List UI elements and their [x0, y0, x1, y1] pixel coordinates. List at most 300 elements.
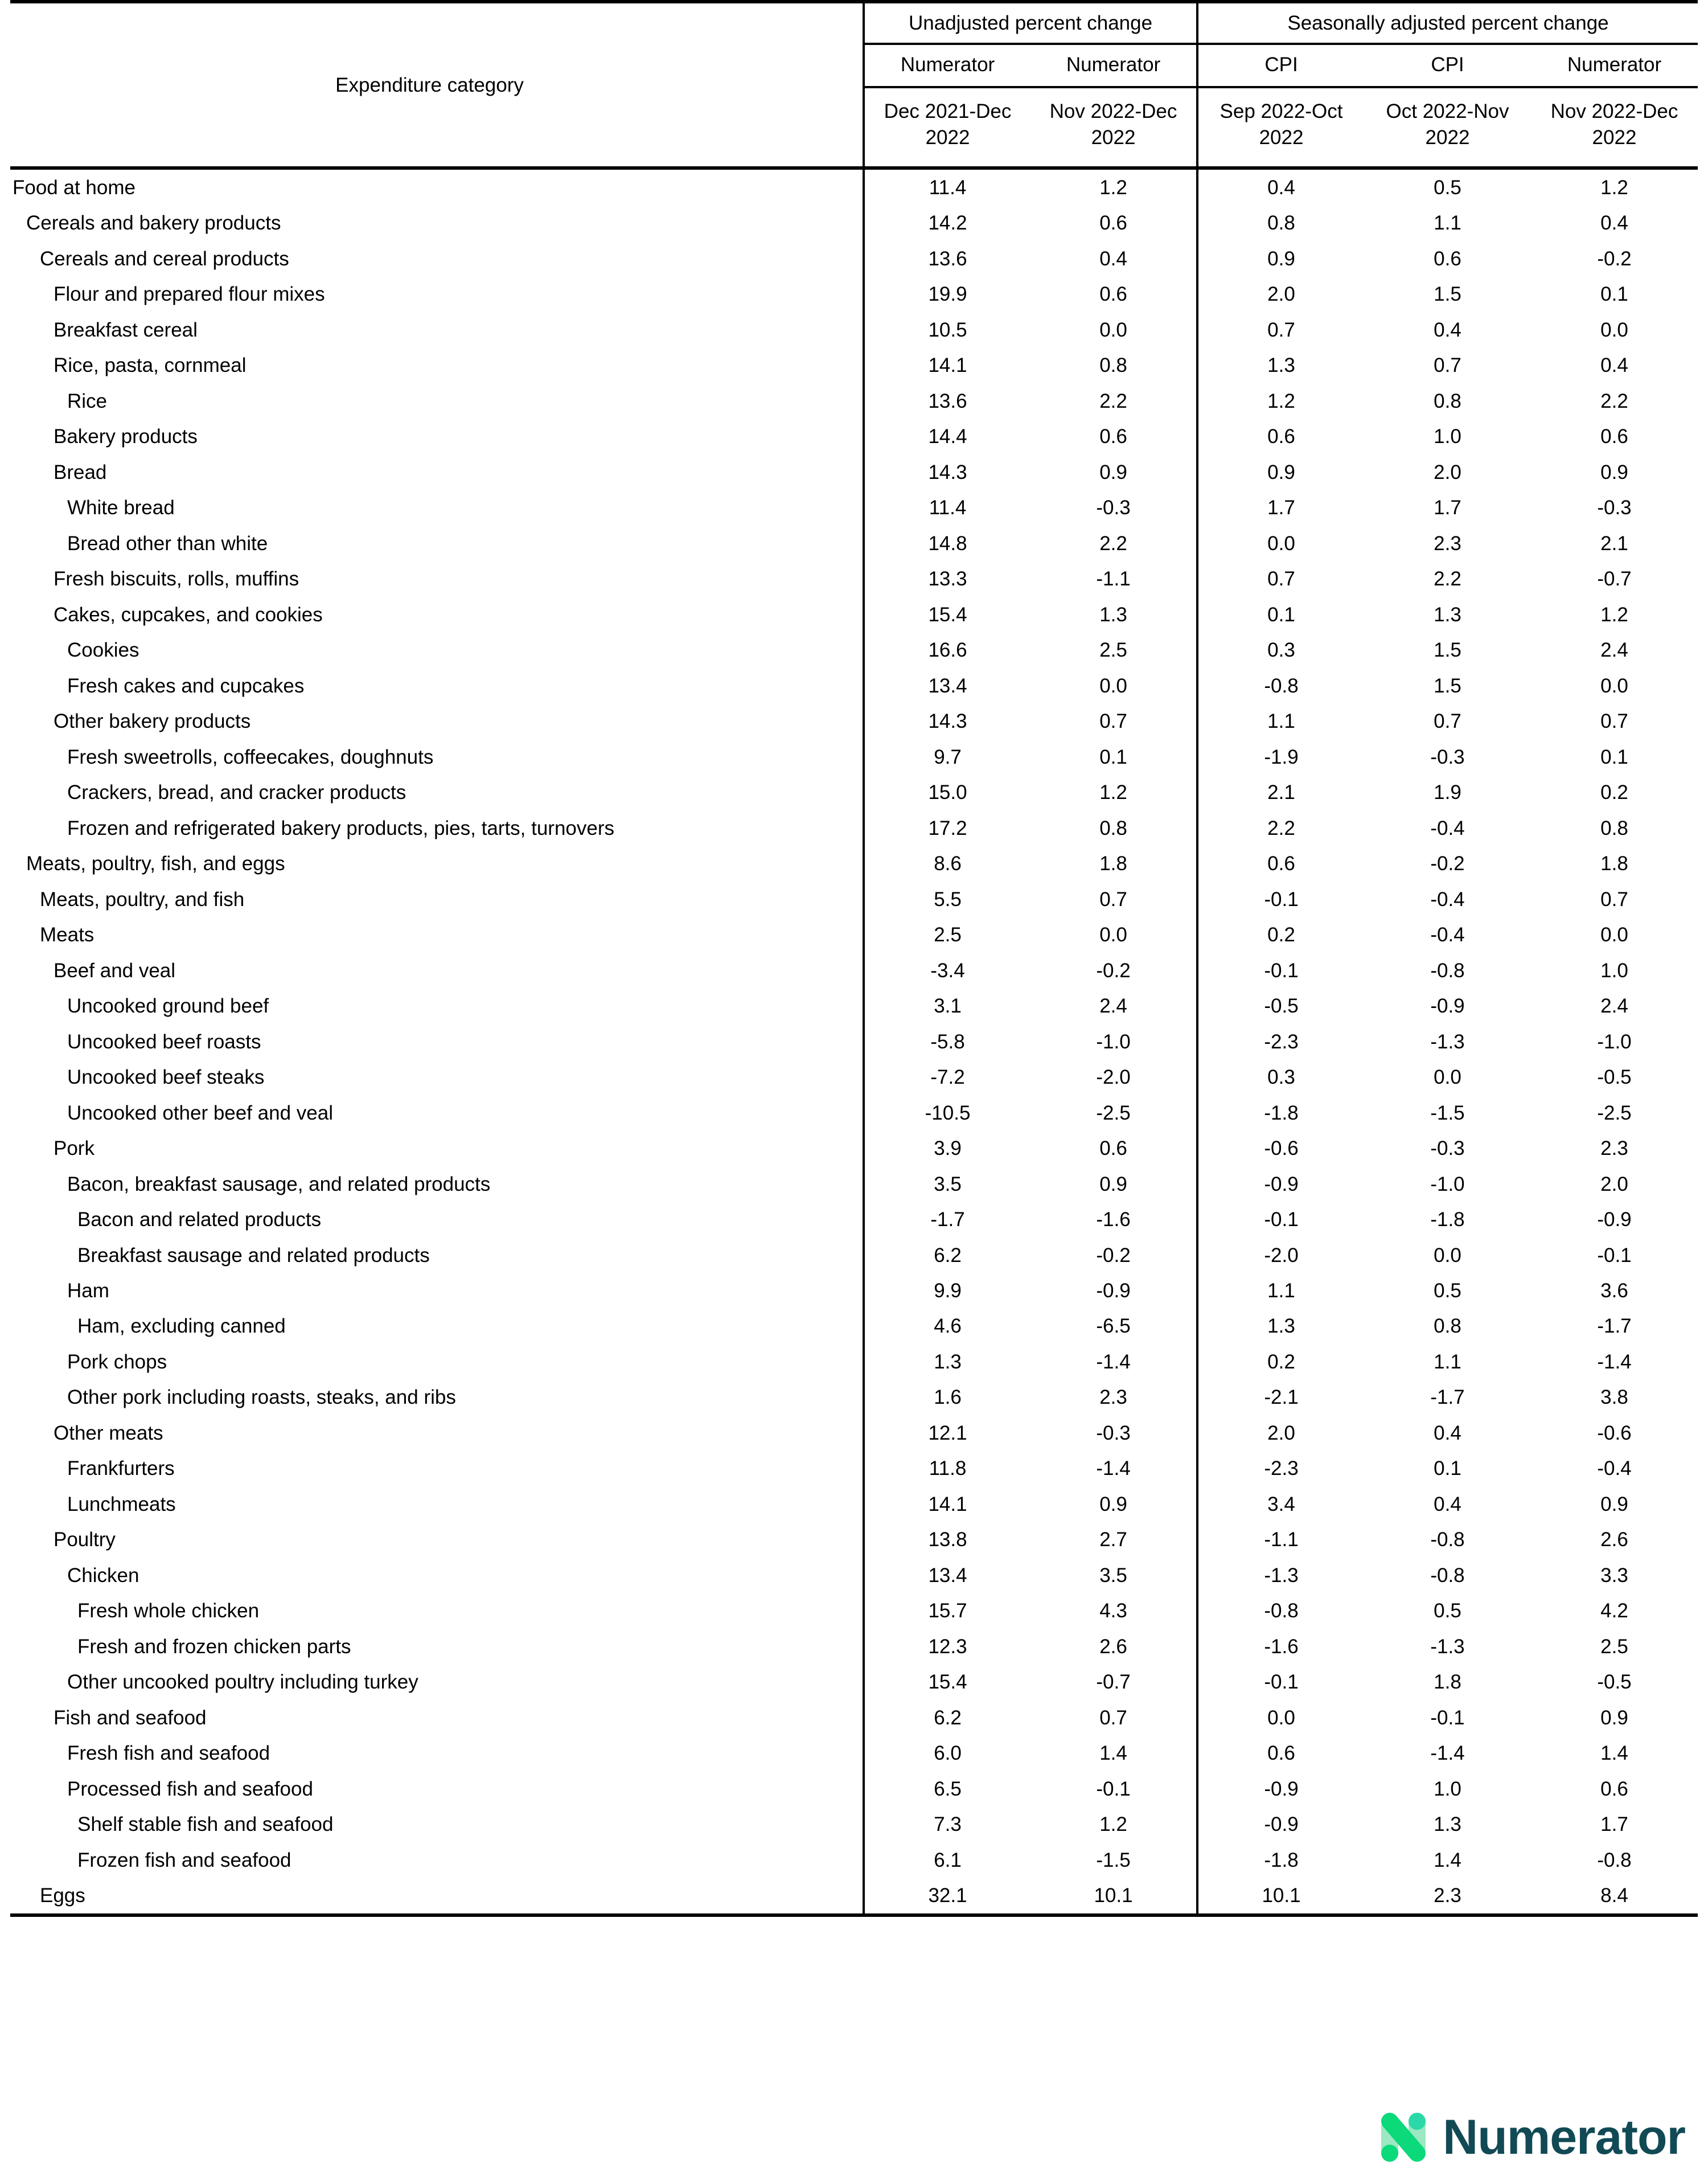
row-value-col-4: 0.7	[1434, 710, 1461, 733]
row-value-col-1: 19.9	[864, 277, 1030, 312]
row-value-col-4: -1.4	[1430, 1742, 1465, 1765]
row-value-col-5: 0.9	[1600, 461, 1628, 483]
row-value-col-1: 13.4	[864, 1558, 1030, 1593]
row-value-col-1: 3.5	[864, 1166, 1030, 1202]
table-row	[10, 1771, 1698, 1806]
row-value-col-2: -2.0	[1096, 1066, 1131, 1089]
table-row	[10, 1736, 1698, 1771]
table-row	[10, 989, 1698, 1024]
row-value-col-4: 2.0	[1434, 461, 1461, 483]
row-value-col-5: -0.2	[1597, 247, 1632, 270]
row-value-col-5: 0.2	[1600, 781, 1628, 804]
row-category-label: Crackers, bread, and cracker products	[67, 781, 407, 804]
row-value-col-5: 0.6	[1600, 425, 1628, 448]
row-category-label: Poultry	[54, 1528, 116, 1551]
row-value-col-4: 2.3	[1364, 1878, 1531, 1915]
row-value-col-2: 0.6	[1099, 1137, 1127, 1160]
table-row	[10, 953, 1698, 988]
row-category-label: Meats, poultry, fish, and eggs	[26, 853, 285, 875]
row-value-col-4: -0.8	[1430, 1528, 1465, 1551]
table-row	[10, 206, 1698, 241]
column-group-unadjusted: Unadjusted percent change	[864, 2, 1197, 44]
row-value-col-1: 3.1	[864, 989, 1030, 1024]
row-value-col-3: 2.0	[1197, 1415, 1364, 1450]
table-row	[10, 1380, 1698, 1415]
row-value-col-4: -0.3	[1430, 1137, 1465, 1160]
row-value-col-2: 0.9	[1099, 1173, 1127, 1195]
row-value-col-3: 0.3	[1197, 633, 1364, 668]
row-value-col-3: 10.1	[1197, 1878, 1364, 1915]
row-value-col-4: -0.2	[1430, 853, 1465, 875]
row-value-col-2: 2.3	[1099, 1386, 1127, 1409]
row-value-col-5: 0.4	[1600, 354, 1628, 377]
row-value-col-4: 0.4	[1434, 1493, 1461, 1515]
row-value-col-4: 1.0	[1434, 425, 1461, 448]
row-value-col-3: -1.8	[1197, 1842, 1364, 1878]
column-source-5: Numerator	[1531, 44, 1698, 87]
row-category-label: Fresh biscuits, rolls, muffins	[54, 568, 299, 591]
row-value-col-5: 3.3	[1600, 1564, 1628, 1587]
row-value-col-3: 2.1	[1197, 775, 1364, 810]
row-category-label: Food at home	[10, 168, 864, 205]
row-value-col-2: -1.5	[1096, 1849, 1131, 1871]
row-value-col-1: 12.3	[864, 1629, 1030, 1664]
row-value-col-2: -2.5	[1096, 1101, 1131, 1124]
row-category-label: Chicken	[67, 1564, 139, 1587]
row-value-col-2: -6.5	[1096, 1315, 1131, 1338]
header-row-groups	[10, 2, 1698, 44]
row-value-col-3: -0.8	[1197, 1593, 1364, 1629]
row-category-label: Fresh fish and seafood	[67, 1742, 270, 1765]
table-row	[10, 490, 1698, 526]
row-value-col-3: 1.3	[1197, 348, 1364, 383]
row-value-col-1: 13.8	[864, 1522, 1030, 1558]
row-value-col-2: 1.2	[1099, 1813, 1127, 1836]
row-value-col-1: 14.4	[864, 419, 1030, 454]
table-row	[10, 1593, 1698, 1629]
column-header-expenditure-category: Expenditure category	[10, 2, 864, 168]
row-value-col-2: 0.7	[1099, 1706, 1127, 1729]
row-value-col-3: -0.9	[1197, 1807, 1364, 1842]
row-value-col-1: 9.9	[864, 1273, 1030, 1308]
row-value-col-5: 1.2	[1531, 168, 1698, 205]
table-row	[10, 1522, 1698, 1558]
brand-footer	[1379, 2110, 1685, 2164]
row-value-col-3: -0.9	[1197, 1771, 1364, 1806]
row-category-label: Processed fish and seafood	[67, 1777, 313, 1800]
row-value-col-4: 1.9	[1434, 781, 1461, 804]
row-value-col-3: 2.0	[1197, 277, 1364, 312]
row-category-label: Cereals and cereal products	[40, 247, 289, 270]
row-value-col-4: 1.3	[1434, 1813, 1461, 1836]
row-value-col-4: 1.5	[1434, 674, 1461, 697]
row-value-col-3: 0.6	[1197, 419, 1364, 454]
row-value-col-4: -1.3	[1430, 1030, 1465, 1053]
table-row	[10, 1629, 1698, 1664]
column-period-2: Nov 2022-Dec 2022	[1030, 87, 1197, 169]
table-header	[10, 2, 1698, 168]
row-value-col-3: 0.6	[1197, 846, 1364, 882]
row-value-col-2: 4.3	[1099, 1600, 1127, 1622]
row-category-label: Pork chops	[67, 1350, 167, 1373]
row-value-col-5: -0.5	[1597, 1671, 1632, 1694]
row-value-col-1: -7.2	[864, 1059, 1030, 1095]
row-value-col-1: -10.5	[864, 1095, 1030, 1130]
table-row	[10, 739, 1698, 774]
row-value-col-2: 0.4	[1099, 247, 1127, 270]
table-row	[10, 1273, 1698, 1308]
row-value-col-4: -0.1	[1430, 1706, 1465, 1729]
table-row	[10, 1700, 1698, 1735]
row-value-col-1: 32.1	[864, 1878, 1030, 1915]
row-value-col-5: 3.6	[1600, 1279, 1628, 1302]
row-value-col-3: 1.7	[1197, 490, 1364, 526]
row-value-col-2: 0.7	[1099, 888, 1127, 911]
row-value-col-2: 0.0	[1099, 674, 1127, 697]
row-category-label: Rice	[67, 390, 108, 412]
row-value-col-3: -2.3	[1197, 1451, 1364, 1486]
row-value-col-2: 2.6	[1099, 1635, 1127, 1658]
row-value-col-1: 2.5	[864, 917, 1030, 953]
row-value-col-4: -0.8	[1430, 959, 1465, 982]
row-value-col-1: 1.6	[864, 1380, 1030, 1415]
table-row	[10, 775, 1698, 810]
row-category-label: Pork	[54, 1137, 95, 1160]
row-value-col-5: -0.1	[1597, 1244, 1632, 1267]
row-value-col-4: -1.8	[1430, 1208, 1465, 1231]
row-value-col-3: -0.1	[1197, 1202, 1364, 1237]
row-value-col-1: 13.3	[864, 562, 1030, 597]
row-value-col-4: 0.8	[1434, 1315, 1461, 1338]
table-row	[10, 1807, 1698, 1842]
row-value-col-1: 13.6	[864, 241, 1030, 276]
row-value-col-4: 0.0	[1434, 1066, 1461, 1089]
row-category-label: Other uncooked poultry including turkey	[67, 1671, 418, 1694]
table-row	[10, 168, 1698, 205]
column-source-4: CPI	[1364, 44, 1531, 87]
row-value-col-4: 0.5	[1364, 168, 1531, 205]
row-value-col-2: 0.9	[1099, 461, 1127, 483]
row-value-col-5: 1.7	[1600, 1813, 1628, 1836]
row-value-col-4: 1.0	[1434, 1777, 1461, 1800]
row-value-col-5: 0.6	[1600, 1777, 1628, 1800]
row-value-col-5: 0.9	[1600, 1493, 1628, 1515]
cpi-comparison-table	[10, 0, 1698, 1917]
row-value-col-1: 14.1	[864, 348, 1030, 383]
row-value-col-1: -1.7	[864, 1202, 1030, 1237]
row-value-col-5: -0.9	[1597, 1208, 1632, 1231]
row-value-col-3: -0.1	[1197, 882, 1364, 917]
row-category-label: Bakery products	[54, 425, 198, 448]
row-value-col-2: 1.3	[1099, 603, 1127, 626]
row-value-col-5: -0.7	[1597, 568, 1632, 591]
row-category-label: Rice, pasta, cornmeal	[54, 354, 247, 377]
table-row	[10, 277, 1698, 312]
row-value-col-4: -0.3	[1430, 745, 1465, 768]
row-value-col-1: 11.4	[864, 168, 1030, 205]
table-row	[10, 917, 1698, 953]
row-value-col-5: 1.4	[1600, 1742, 1628, 1765]
table-row	[10, 1344, 1698, 1379]
row-value-col-2: 0.6	[1099, 283, 1127, 306]
table-row	[10, 1451, 1698, 1486]
row-value-col-4: -1.0	[1430, 1173, 1465, 1195]
row-value-col-5: 0.0	[1600, 318, 1628, 341]
row-value-col-1: 6.1	[864, 1842, 1030, 1878]
row-value-col-3: -1.9	[1197, 739, 1364, 774]
row-category-label: Flour and prepared flour mixes	[54, 283, 325, 306]
column-period-5: Nov 2022-Dec 2022	[1531, 87, 1698, 169]
row-value-col-3: 3.4	[1197, 1486, 1364, 1522]
row-value-col-4: 2.3	[1434, 532, 1461, 555]
row-value-col-1: 15.7	[864, 1593, 1030, 1629]
table-row	[10, 419, 1698, 454]
row-value-col-2: 0.1	[1099, 745, 1127, 768]
table-row	[10, 1309, 1698, 1344]
row-category-label: Fresh cakes and cupcakes	[67, 674, 305, 697]
row-value-col-1: 14.2	[864, 206, 1030, 241]
row-value-col-4: 0.4	[1434, 318, 1461, 341]
row-value-col-2: 10.1	[1030, 1878, 1197, 1915]
row-category-label: Bacon, breakfast sausage, and related products	[67, 1173, 491, 1195]
table-row	[10, 383, 1698, 419]
row-value-col-1: 3.9	[864, 1130, 1030, 1166]
row-value-col-5: -1.0	[1597, 1030, 1632, 1053]
row-value-col-1: 1.3	[864, 1344, 1030, 1379]
row-value-col-3: 0.0	[1197, 526, 1364, 561]
numerator-wordmark: Numerator	[1443, 2110, 1685, 2165]
row-value-col-1: 7.3	[864, 1807, 1030, 1842]
row-value-col-1: 6.2	[864, 1700, 1030, 1735]
row-value-col-3: -0.5	[1197, 989, 1364, 1024]
row-value-col-5: 2.2	[1600, 390, 1628, 412]
row-category-label: Meats, poultry, and fish	[40, 888, 245, 911]
table-row	[10, 1130, 1698, 1166]
row-value-col-2: -0.3	[1096, 1421, 1131, 1444]
row-category-label: Uncooked beef roasts	[67, 1030, 261, 1053]
row-value-col-4: 1.1	[1434, 1350, 1461, 1373]
row-value-col-5: 1.8	[1600, 853, 1628, 875]
row-value-col-2: 1.2	[1099, 781, 1127, 804]
row-value-col-3: 0.4	[1197, 168, 1364, 205]
row-value-col-4: -0.9	[1430, 995, 1465, 1018]
row-value-col-1: 16.6	[864, 633, 1030, 668]
row-value-col-2: -1.0	[1096, 1030, 1131, 1053]
row-value-col-2: -0.9	[1096, 1279, 1131, 1302]
row-value-col-4: -1.3	[1430, 1635, 1465, 1658]
table-row	[10, 668, 1698, 703]
row-value-col-3: 1.1	[1197, 1273, 1364, 1308]
table-row	[10, 1878, 1698, 1915]
row-value-col-2: 0.8	[1099, 354, 1127, 377]
row-category-label: Frozen and refrigerated bakery products, pies, tarts, turnovers	[67, 817, 615, 839]
row-value-col-2: 2.2	[1099, 532, 1127, 555]
row-value-col-3: -1.3	[1197, 1558, 1364, 1593]
row-value-col-1: 11.4	[864, 490, 1030, 526]
row-value-col-5: 2.4	[1600, 995, 1628, 1018]
row-value-col-2: 1.4	[1099, 1742, 1127, 1765]
row-value-col-5: 0.1	[1600, 283, 1628, 306]
column-source-2: Numerator	[1030, 44, 1197, 87]
row-value-col-5: 3.8	[1600, 1386, 1628, 1409]
row-value-col-2: 1.2	[1030, 168, 1197, 205]
table-row	[10, 1842, 1698, 1878]
row-value-col-5: 0.1	[1600, 745, 1628, 768]
row-category-label: Eggs	[10, 1878, 864, 1915]
table-row	[10, 1415, 1698, 1450]
row-value-col-2: -1.6	[1096, 1208, 1131, 1231]
table-body	[10, 168, 1698, 1915]
row-value-col-2: 0.6	[1099, 425, 1127, 448]
row-value-col-3: 1.3	[1197, 1309, 1364, 1344]
column-group-seasonally-adjusted: Seasonally adjusted percent change	[1197, 2, 1698, 44]
row-value-col-2: -0.1	[1096, 1777, 1131, 1800]
row-category-label: Frankfurters	[67, 1457, 175, 1480]
row-value-col-5: -1.7	[1597, 1315, 1632, 1338]
row-value-col-2: 0.0	[1099, 318, 1127, 341]
row-value-col-5: -0.6	[1597, 1421, 1632, 1444]
row-value-col-2: 2.4	[1099, 995, 1127, 1018]
row-value-col-4: 0.6	[1434, 247, 1461, 270]
table-row	[10, 1166, 1698, 1202]
column-period-4: Oct 2022-Nov 2022	[1364, 87, 1531, 169]
row-value-col-1: 10.5	[864, 312, 1030, 347]
row-category-label: Beef and veal	[54, 959, 176, 982]
row-value-col-2: 2.2	[1099, 390, 1127, 412]
row-value-col-4: -0.4	[1430, 888, 1465, 911]
row-value-col-3: -1.6	[1197, 1629, 1364, 1664]
row-value-col-3: 0.0	[1197, 1700, 1364, 1735]
row-category-label: Shelf stable fish and seafood	[77, 1813, 334, 1836]
row-value-col-2: -1.1	[1096, 568, 1131, 591]
row-value-col-2: -0.7	[1096, 1671, 1131, 1694]
column-period-3: Sep 2022-Oct 2022	[1197, 87, 1364, 169]
row-value-col-4: 1.1	[1434, 212, 1461, 235]
table-row	[10, 633, 1698, 668]
table-row	[10, 597, 1698, 632]
row-category-label: Breakfast sausage and related products	[77, 1244, 430, 1267]
row-value-col-5: 2.6	[1600, 1528, 1628, 1551]
table-row	[10, 1024, 1698, 1059]
row-value-col-5: 0.8	[1600, 817, 1628, 839]
row-category-label: Cookies	[67, 639, 139, 662]
table-row	[10, 526, 1698, 561]
row-value-col-1: 14.3	[864, 704, 1030, 739]
row-value-col-5: 2.3	[1600, 1137, 1628, 1160]
row-value-col-2: 0.0	[1099, 924, 1127, 946]
row-value-col-2: 1.8	[1099, 853, 1127, 875]
row-category-label: Uncooked beef steaks	[67, 1066, 265, 1089]
row-value-col-1: 11.8	[864, 1451, 1030, 1486]
table-row	[10, 1665, 1698, 1700]
row-value-col-1: 6.5	[864, 1771, 1030, 1806]
row-value-col-1: 6.0	[864, 1736, 1030, 1771]
row-value-col-5: 8.4	[1531, 1878, 1698, 1915]
row-value-col-3: 0.3	[1197, 1059, 1364, 1095]
row-value-col-2: -1.4	[1096, 1457, 1131, 1480]
row-category-label: Other pork including roasts, steaks, and ribs	[67, 1386, 456, 1409]
row-value-col-2: 3.5	[1099, 1564, 1127, 1587]
row-value-col-1: 14.3	[864, 454, 1030, 490]
row-value-col-4: -0.8	[1430, 1564, 1465, 1587]
row-value-col-3: 0.2	[1197, 1344, 1364, 1379]
row-value-col-3: -2.1	[1197, 1380, 1364, 1415]
row-value-col-1: 6.2	[864, 1237, 1030, 1273]
row-category-label: Uncooked ground beef	[67, 995, 269, 1018]
row-value-col-4: 1.5	[1434, 283, 1461, 306]
table-row	[10, 1202, 1698, 1237]
table-row	[10, 882, 1698, 917]
row-value-col-2: -0.2	[1096, 959, 1131, 982]
table-row	[10, 1095, 1698, 1130]
numerator-logo-icon	[1379, 2110, 1428, 2164]
row-value-col-4: -1.5	[1430, 1101, 1465, 1124]
row-value-col-4: 0.8	[1434, 390, 1461, 412]
row-value-col-5: 0.0	[1600, 924, 1628, 946]
row-value-col-1: 14.1	[864, 1486, 1030, 1522]
row-value-col-3: 0.2	[1197, 917, 1364, 953]
row-value-col-3: -1.1	[1197, 1522, 1364, 1558]
row-value-col-5: 1.2	[1600, 603, 1628, 626]
row-category-label: Cakes, cupcakes, and cookies	[54, 603, 323, 626]
row-category-label: Frozen fish and seafood	[77, 1849, 291, 1871]
row-category-label: Breakfast cereal	[54, 318, 198, 341]
row-value-col-5: 1.0	[1600, 959, 1628, 982]
row-value-col-3: 1.1	[1197, 704, 1364, 739]
row-value-col-5: -0.8	[1597, 1849, 1632, 1871]
row-value-col-3: 0.9	[1197, 454, 1364, 490]
row-category-label: Fresh and frozen chicken parts	[77, 1635, 351, 1658]
table-row	[10, 562, 1698, 597]
row-value-col-1: 13.4	[864, 668, 1030, 703]
row-value-col-5: 0.7	[1600, 710, 1628, 733]
row-category-label: White bread	[67, 497, 175, 519]
row-value-col-3: 0.1	[1197, 597, 1364, 632]
row-value-col-4: 0.7	[1434, 354, 1461, 377]
row-value-col-3: 1.2	[1197, 383, 1364, 419]
row-value-col-3: -0.9	[1197, 1166, 1364, 1202]
row-value-col-1: 15.0	[864, 775, 1030, 810]
row-value-col-5: -2.5	[1597, 1101, 1632, 1124]
table-row	[10, 454, 1698, 490]
row-value-col-1: -5.8	[864, 1024, 1030, 1059]
row-value-col-3: 0.7	[1197, 562, 1364, 597]
row-value-col-4: 0.4	[1434, 1421, 1461, 1444]
table-row	[10, 846, 1698, 882]
row-category-label: Bread other than white	[67, 532, 268, 555]
table-row	[10, 810, 1698, 846]
row-category-label: Uncooked other beef and veal	[67, 1101, 333, 1124]
row-value-col-4: 1.4	[1434, 1849, 1461, 1871]
row-value-col-1: 4.6	[864, 1309, 1030, 1344]
row-value-col-2: 0.9	[1099, 1493, 1127, 1515]
row-value-col-1: 15.4	[864, 1665, 1030, 1700]
row-value-col-2: -0.3	[1096, 497, 1131, 519]
row-value-col-4: -0.4	[1430, 924, 1465, 946]
row-value-col-5: 0.4	[1600, 212, 1628, 235]
row-category-label: Bread	[54, 461, 107, 483]
table-row	[10, 1237, 1698, 1273]
row-category-label: Lunchmeats	[67, 1493, 176, 1515]
row-value-col-2: -1.4	[1096, 1350, 1131, 1373]
row-category-label: Bacon and related products	[77, 1208, 322, 1231]
row-value-col-2: 2.5	[1099, 639, 1127, 662]
row-value-col-4: 1.7	[1434, 497, 1461, 519]
row-value-col-1: 14.8	[864, 526, 1030, 561]
row-value-col-4: 0.1	[1434, 1457, 1461, 1480]
row-value-col-2: -0.2	[1096, 1244, 1131, 1267]
column-source-3: CPI	[1197, 44, 1364, 87]
